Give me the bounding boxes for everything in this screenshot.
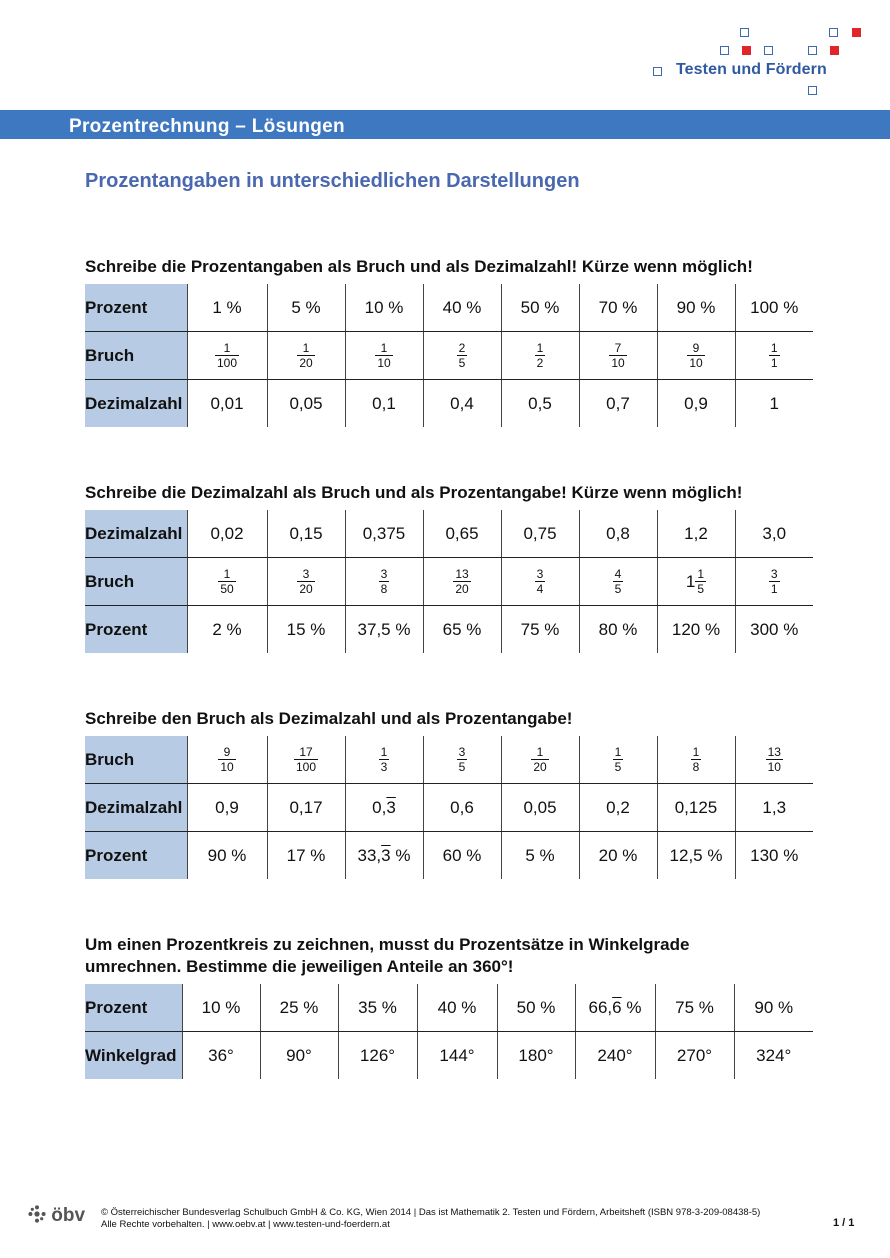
- row-header: Bruch: [85, 736, 187, 784]
- table-cell: 50 %: [501, 284, 579, 332]
- repeating-decimal-cell: 66,6 %: [575, 984, 655, 1032]
- fraction: $\frac{3}{20}$: [299, 566, 313, 596]
- fraction-cell: [735, 332, 813, 380]
- table-cell: 1: [735, 380, 813, 428]
- table-cell: 1,2: [657, 510, 735, 558]
- fraction: $\frac{1}{5}$: [697, 566, 705, 596]
- logo-square: [764, 46, 773, 55]
- fraction-cell: [657, 332, 735, 380]
- table-cell: 324°: [734, 1032, 813, 1080]
- table-cell: 0,65: [423, 510, 501, 558]
- footer-line: © Österreichischer Bundesverlag Schulbuch GmbH & Co. KG, Wien 2014 | Das ist Mathematik 2. Testen und Fördern, Arbeitsheft (ISBN 978-3-209-08438-5): [101, 1207, 761, 1218]
- fraction-cell: [267, 332, 345, 380]
- table-cell: 0,1: [345, 380, 423, 428]
- fraction: $\frac{17}{100}$: [295, 744, 317, 774]
- fraction: $\frac{1}{50}$: [220, 566, 234, 596]
- table-cell: 10 %: [182, 984, 260, 1032]
- fraction: $\frac{1}{3}$: [380, 744, 388, 774]
- fraction: $\frac{1}{8}$: [692, 744, 700, 774]
- fraction-cell: [267, 736, 345, 784]
- table-cell: 3,0: [735, 510, 813, 558]
- fraction-cell: [423, 332, 501, 380]
- fraction: $\frac{1}{1}$: [770, 340, 778, 370]
- table-cell: 0,01: [187, 380, 267, 428]
- table-cell: 5 %: [501, 832, 579, 880]
- table-row: [85, 784, 813, 832]
- table-cell: 25 %: [260, 984, 338, 1032]
- table-cell: 90°: [260, 1032, 338, 1080]
- fraction-cell: [657, 736, 735, 784]
- section1-table: [85, 284, 813, 427]
- section3-instruction: Schreibe den Bruch als Dezimalzahl und als Prozentangabe!: [85, 709, 573, 728]
- brand-logo-text: Testen und Fördern: [676, 61, 827, 78]
- fraction-cell: [501, 736, 579, 784]
- page-title: Prozentrechnung – Lösungen: [69, 116, 345, 137]
- repeating-digit: 3: [386, 797, 396, 817]
- fraction: $\frac{3}{4}$: [536, 566, 544, 596]
- instruction-line: umrechnen. Bestimme die jeweiligen Anteile an 360°!: [85, 957, 514, 976]
- table-cell: 20 %: [579, 832, 657, 880]
- table-cell: 0,17: [267, 784, 345, 832]
- page-subtitle: Prozentangaben in unterschiedlichen Darstellungen: [85, 170, 580, 192]
- table-cell: 0,125: [657, 784, 735, 832]
- table-cell: 35 %: [338, 984, 417, 1032]
- fraction-cell: [501, 332, 579, 380]
- table-cell: 0,2: [579, 784, 657, 832]
- row-header: Prozent: [85, 984, 182, 1032]
- table-row: [85, 736, 813, 784]
- logo-square-red: [830, 46, 839, 55]
- table-cell: 50 %: [497, 984, 575, 1032]
- row-header: Dezimalzahl: [85, 380, 187, 428]
- fraction-cell: [579, 332, 657, 380]
- table-cell: 37,5 %: [345, 606, 423, 654]
- fraction-cell: [423, 736, 501, 784]
- table-cell: 10 %: [345, 284, 423, 332]
- table-cell: 0,5: [501, 380, 579, 428]
- fraction-cell: [345, 558, 423, 606]
- publisher-logo[interactable]: [28, 1205, 85, 1227]
- table-cell: 15 %: [267, 606, 345, 654]
- table-row: [85, 832, 813, 880]
- table-row: [85, 984, 813, 1032]
- table-row: [85, 606, 813, 654]
- table-cell: 90 %: [657, 284, 735, 332]
- fraction-cell: [735, 558, 813, 606]
- repeating-decimal-cell: 33,3 %: [345, 832, 423, 880]
- publisher-logo-text: öbv: [51, 1205, 86, 1226]
- table-row: [85, 1032, 813, 1080]
- table-cell: 240°: [575, 1032, 655, 1080]
- fraction-cell: [423, 558, 501, 606]
- fraction-cell: [187, 558, 267, 606]
- table-cell: 1 %: [187, 284, 267, 332]
- fraction: $\frac{3}{1}$: [770, 566, 778, 596]
- fraction: $\frac{1}{2}$: [536, 340, 544, 370]
- fraction-cell: [345, 332, 423, 380]
- logo-square: [808, 46, 817, 55]
- logo-square: [740, 28, 749, 37]
- section3-table: [85, 736, 813, 879]
- table-row: [85, 380, 813, 428]
- table-cell: 0,05: [501, 784, 579, 832]
- table-cell: 1,3: [735, 784, 813, 832]
- table-cell: 0,375: [345, 510, 423, 558]
- fraction-cell: [187, 332, 267, 380]
- logo-square: [829, 28, 838, 37]
- table-cell: 0,9: [657, 380, 735, 428]
- logo-square: [653, 67, 662, 76]
- table-cell: 12,5 %: [657, 832, 735, 880]
- fraction: $\frac{1}{20}$: [533, 744, 547, 774]
- table-cell: 120 %: [657, 606, 735, 654]
- row-header: Prozent: [85, 606, 187, 654]
- fraction: $\frac{1}{100}$: [216, 340, 238, 370]
- fraction: $\frac{13}{20}$: [455, 566, 469, 596]
- publisher-logo-icon: [28, 1205, 46, 1223]
- logo-square: [808, 86, 817, 95]
- fraction: $\frac{1}{5}$: [614, 744, 622, 774]
- footer-copyright: [101, 1207, 760, 1231]
- table-cell: 2 %: [187, 606, 267, 654]
- fraction-cell: [267, 558, 345, 606]
- table-cell: 70 %: [579, 284, 657, 332]
- table-cell: 130 %: [735, 832, 813, 880]
- fraction: $\frac{9}{10}$: [689, 340, 703, 370]
- table-cell: 80 %: [579, 606, 657, 654]
- table-cell: 90 %: [187, 832, 267, 880]
- mixed-fraction-cell: [657, 558, 735, 606]
- table-cell: 0,9: [187, 784, 267, 832]
- table-cell: 0,4: [423, 380, 501, 428]
- table-cell: 75 %: [655, 984, 734, 1032]
- table-cell: 0,02: [187, 510, 267, 558]
- fraction-cell: [579, 736, 657, 784]
- table-cell: 180°: [497, 1032, 575, 1080]
- table-cell: 0,75: [501, 510, 579, 558]
- fraction-cell: [735, 736, 813, 784]
- table-cell: 0,6: [423, 784, 501, 832]
- row-header: Dezimalzahl: [85, 784, 187, 832]
- table-cell: 40 %: [417, 984, 497, 1032]
- repeating-digit: 6: [612, 997, 622, 1017]
- table-cell: 40 %: [423, 284, 501, 332]
- logo-squares: [640, 20, 880, 100]
- row-header: Bruch: [85, 558, 187, 606]
- section2-table: [85, 510, 813, 653]
- table-cell: 36°: [182, 1032, 260, 1080]
- table-cell: 60 %: [423, 832, 501, 880]
- fraction-cell: [345, 736, 423, 784]
- fraction: $\frac{1}{10}$: [377, 340, 391, 370]
- fraction: $\frac{13}{10}$: [767, 744, 781, 774]
- repeating-decimal-cell: 0,3: [345, 784, 423, 832]
- section1-instruction: Schreibe die Prozentangaben als Bruch und als Dezimalzahl! Kürze wenn möglich!: [85, 257, 753, 276]
- table-cell: 65 %: [423, 606, 501, 654]
- fraction-cell: [501, 558, 579, 606]
- table-cell: 144°: [417, 1032, 497, 1080]
- table-cell: 100 %: [735, 284, 813, 332]
- fraction: $\frac{3}{5}$: [458, 744, 466, 774]
- table-cell: 5 %: [267, 284, 345, 332]
- section4-table: [85, 984, 813, 1079]
- row-header: Winkelgrad: [85, 1032, 182, 1080]
- fraction: $\frac{2}{5}$: [458, 340, 466, 370]
- fraction: $\frac{3}{8}$: [380, 566, 388, 596]
- footer-line: Alle Rechte vorbehalten. | www.oebv.at | www.testen-und-foerdern.at: [101, 1219, 390, 1230]
- page-number: 1 / 1: [833, 1217, 855, 1229]
- logo-square: [720, 46, 729, 55]
- mixed-number: 1 $\frac{1}{5}$: [685, 566, 705, 596]
- section4-instruction: [85, 934, 689, 978]
- fraction-cell: [187, 736, 267, 784]
- fraction-cell: [579, 558, 657, 606]
- row-header: Prozent: [85, 832, 187, 880]
- logo-square-red: [742, 46, 751, 55]
- logo-square-red: [852, 28, 861, 37]
- fraction: $\frac{7}{10}$: [611, 340, 625, 370]
- instruction-line: Um einen Prozentkreis zu zeichnen, musst du Prozentsätze in Winkelgrade: [85, 935, 690, 954]
- row-header: Dezimalzahl: [85, 510, 187, 558]
- row-header: Bruch: [85, 332, 187, 380]
- table-cell: 90 %: [734, 984, 813, 1032]
- fraction: $\frac{9}{10}$: [220, 744, 234, 774]
- repeating-digit: 3: [381, 845, 391, 865]
- table-cell: 0,7: [579, 380, 657, 428]
- table-cell: 0,05: [267, 380, 345, 428]
- row-header: Prozent: [85, 284, 187, 332]
- table-row: [85, 332, 813, 380]
- fraction: $\frac{4}{5}$: [614, 566, 622, 596]
- table-cell: 0,8: [579, 510, 657, 558]
- section2-instruction: Schreibe die Dezimalzahl als Bruch und als Prozentangabe! Kürze wenn möglich!: [85, 483, 743, 502]
- table-cell: 270°: [655, 1032, 734, 1080]
- table-row: [85, 510, 813, 558]
- table-row: [85, 284, 813, 332]
- table-cell: 0,15: [267, 510, 345, 558]
- table-cell: 75 %: [501, 606, 579, 654]
- fraction: $\frac{1}{20}$: [299, 340, 313, 370]
- table-cell: 17 %: [267, 832, 345, 880]
- table-row: [85, 558, 813, 606]
- table-cell: 126°: [338, 1032, 417, 1080]
- table-cell: 300 %: [735, 606, 813, 654]
